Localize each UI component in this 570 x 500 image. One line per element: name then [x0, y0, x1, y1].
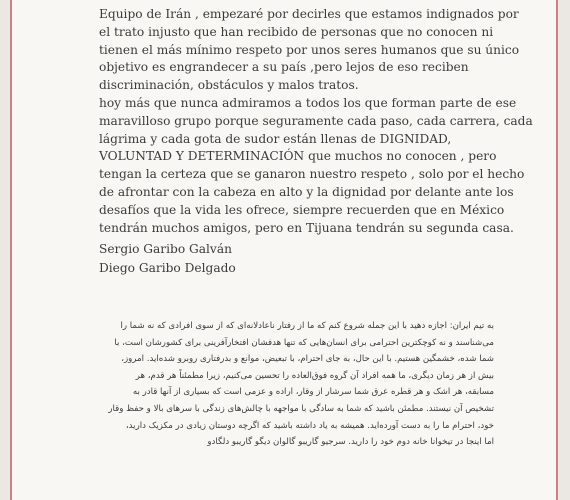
- spanish-line: Equipo de Irán , empezaré por decirles que estamos indignados por: [99, 7, 519, 21]
- persian-letter: [102, 318, 494, 451]
- spanish-letter: [99, 6, 533, 237]
- signature-name: Sergio Garibo Galván: [99, 242, 232, 256]
- persian-line: تشخیص آن نیستند. مطمئن باشید که شما به سادگی با مواجهه با چالش‌های زندگی با سرهای بالا و حفظ وقار: [108, 403, 494, 414]
- signature-name: Diego Garibo Delgado: [99, 261, 236, 275]
- spanish-line: tengan la certeza que se ganaron nuestro respeto , solo por el hecho: [99, 167, 525, 182]
- spanish-line: maravilloso grupo porque seguramente cada paso, cada carrera, cada: [99, 113, 533, 128]
- persian-line: بیش از هر زمان دیگری، ما همه افراد آن گروه فوق‌العاده را تحسین می‌کنیم، زیرا مطمئناً هر قدم، هر: [135, 370, 494, 381]
- spanish-line: tienen el más mínimo respeto por unos seres humanos que su único: [99, 42, 520, 57]
- persian-line: اما اینجا در تیخوانا خانه دوم خود را دارید. سرجیو گاریبو گالوان دیگو گاریبو دلگادو: [207, 437, 494, 448]
- persian-line: شما شده، خشمگین هستیم. با این حال، به جای احترام، با تبعیض، موانع و بدرفتاری روبرو شده‌اید. امروز،: [121, 354, 494, 365]
- spanish-line: de afrontar con la cabeza en alto y la dignidad por delante ante los: [99, 184, 514, 199]
- signature-block: [99, 240, 236, 278]
- spanish-line: el trato injusto que han recibido de personas que no conocen ni: [99, 24, 494, 39]
- persian-line: به تیم ایران: اجازه دهید با این جمله شروع کنم که ما از رفتار ناعادلانه‌ای که از سوی افرادی که نه شما را: [120, 321, 494, 331]
- spanish-line: desafíos que la vida les ofrece, siempre recuerden que en México: [99, 202, 505, 217]
- letter-page: [10, 0, 558, 500]
- spanish-line: objetivo es engrandecer a su país ,pero lejos de eso reciben: [99, 60, 469, 75]
- spanish-line: lágrima y cada gota de sudor están llenas de DIGNIDAD,: [99, 131, 452, 146]
- spanish-line: hoy más que nunca admiramos a todos los que forman parte de ese: [99, 95, 517, 110]
- spanish-line: discriminación, obstáculos y malos tratos.: [99, 78, 359, 93]
- persian-line: مسابقه، هر اشک و هر قطره عرق شما سرشار از وقار، اراده و عزمی است که بسیاری از آنها قادر به: [132, 387, 494, 398]
- persian-line: خود، احترام ما را به دست آورده‌اید. همیشه به یاد داشته باشید که اگرچه دوستان زیادی در مکزیک دارید،: [125, 420, 494, 431]
- spanish-line: tendrán muchos amigos, pero en Tijuana tendrán su segunda casa.: [99, 220, 514, 235]
- spanish-line: VOLUNTAD Y DETERMINACIÓN que muchos no conocen , pero: [99, 149, 497, 164]
- persian-line: می‌شناسند و نه کوچکترین احترامی برای انسان‌هایی که تنها هدفشان افتخارآفرینی برای کشورشان است، با: [114, 337, 494, 348]
